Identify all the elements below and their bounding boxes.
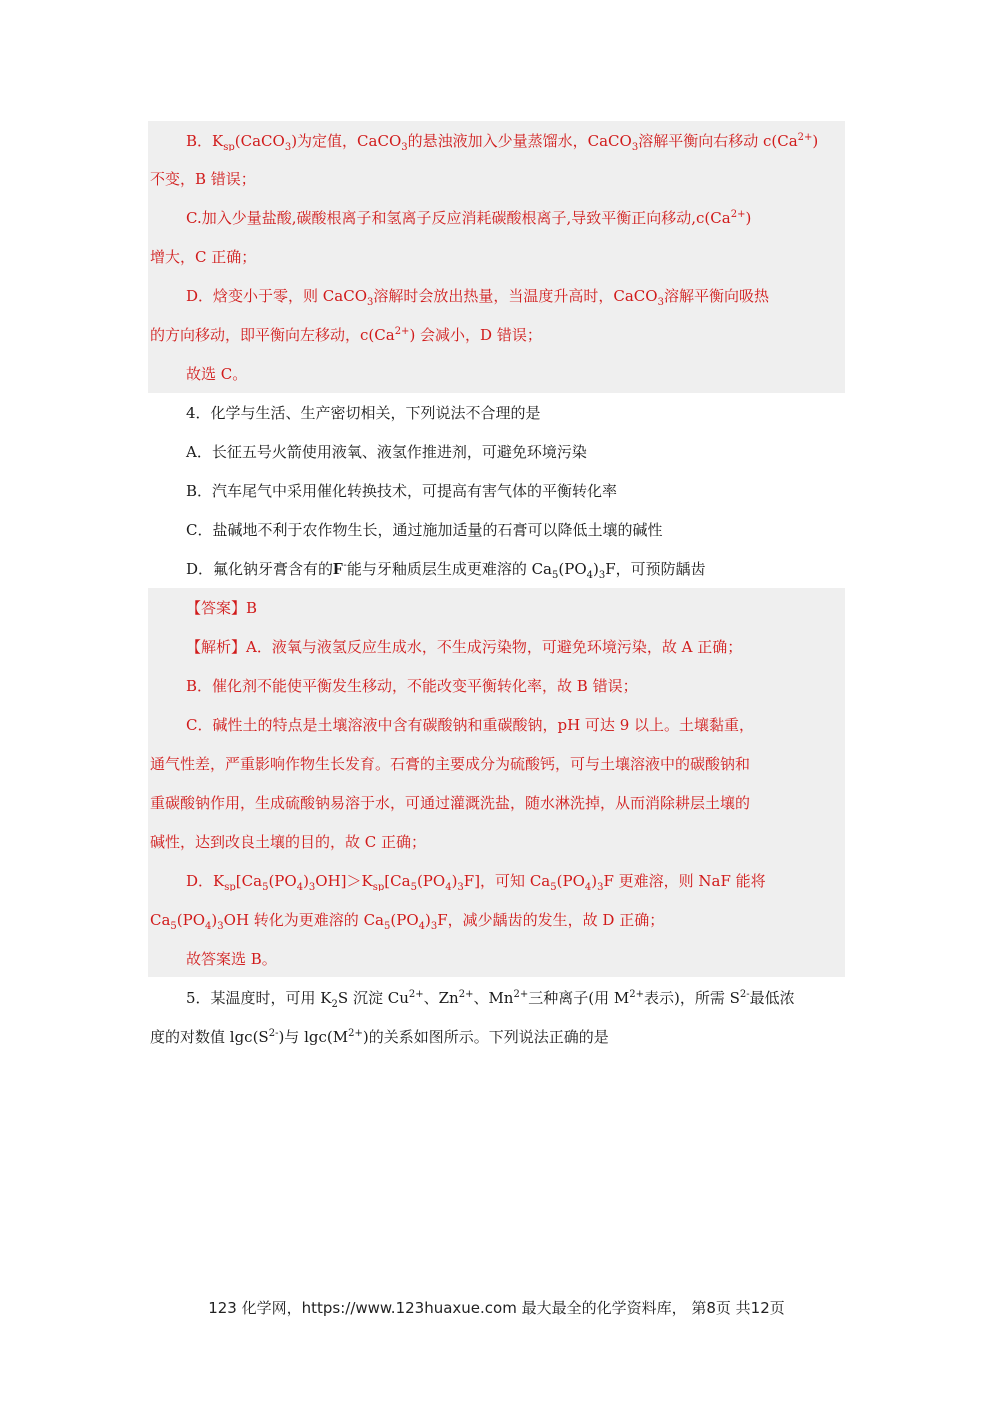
analysis4-final: 故答案选 B。 (186, 950, 277, 968)
explanation-b-line1: B．$K_{sp}(CaCO_3)$为定值，CaCO$_3$的悬浊液加入少量蒸馏水，CaCO$_3$溶解平衡向右移动 $c(Ca^{2+})$ (186, 132, 819, 151)
explanation-d-line1: D．焓变小于零，则 CaCO$_3$溶解时会放出热量，当温度升高时，CaCO$_3$溶解平衡向吸热 (186, 287, 769, 306)
explanation-c-line1: C.加入少量盐酸,碳酸根离子和氢离子反应消耗碳酸根离子,导致平衡正向移动$,c(Ca^{2+})$ (186, 209, 752, 227)
analysis4-b: B．催化剂不能使平衡发生移动，不能改变平衡转化率，故 B 错误； (186, 677, 638, 695)
question5-line2: 度的对数值 $\lg c(S^{2-})$与 $\lg c(M^{2+})$的关系如图所示。下列说法正确的是 (150, 1028, 609, 1046)
question4-option-a: A．长征五号火箭使用液氧、液氢作推进剂，可避免环境污染 (186, 443, 587, 461)
question4-option-c: C．盐碱地不利于农作物生长，通过施加适量的石膏可以降低土壤的碱性 (186, 521, 663, 539)
explanation-c-line2: 增大，C 正确； (150, 248, 257, 266)
analysis4-c4: 碱性，达到改良土壤的目的，故 C 正确； (150, 833, 427, 851)
analysis4-c3: 重碳酸钠作用，生成硫酸钠易溶于水，可通过灌溉洗盐，随水淋洗掉，从而消除耕层土壤的 (150, 794, 751, 812)
question4-stem: 4．化学与生活、生产密切相关，下列说法不合理的是 (186, 404, 541, 422)
analysis4-d1: D．$K_{sp}[Ca_5(PO_4)_3OH]>K_{sp}[Ca_5(PO_4)_3F]$，可知 $Ca_5(PO_4)_3F$ 更难溶，则 NaF 能将 (186, 872, 766, 891)
page-footer: 123 化学网，https://www.123huaxue.com 最大最全的化学资料库， 第8页 共12页 (208, 1299, 785, 1317)
explanation-d-line2: 的方向移动，即平衡向左移动，$c(Ca^{2+})$ 会减小，D 错误； (150, 326, 542, 344)
explanation-choose: 故选 C。 (186, 365, 248, 383)
question5-line1: 5．某温度时，可用 $K_2S$ 沉淀 $Cu^{2+}$、$Zn^{2+}$、$Mn^{2+}$三种离子(用 $M^{2+}$表示)，所需 $S^{2-}$最低浓 (186, 989, 795, 1008)
explanation-b-line2: 不变，B 错误； (150, 170, 256, 188)
analysis4-c2: 通气性差，严重影响作物生长发育。石膏的主要成分为硫酸钙，可与土壤溶液中的碳酸钠和 (150, 755, 751, 773)
question4-option-d: D．氟化钠牙膏含有的F-能与牙釉质层生成更难溶的 $Ca_5(PO_4)_3F$，可预防龋齿 (186, 559, 706, 579)
answer4-line: 【答案】B (186, 599, 258, 617)
question4-option-b: B．汽车尾气中采用催化转换技术，可提高有害气体的平衡转化率 (186, 482, 618, 500)
analysis4-d2: $Ca_5(PO_4)_3OH$ 转化为更难溶的 $Ca_5(PO_4)_3F$，减少龋齿的发生，故 D 正确； (150, 911, 665, 930)
analysis4-c1: C．碱性土的特点是土壤溶液中含有碳酸钠和重碳酸钠，pH 可达 9 以上。土壤黏重， (186, 716, 755, 734)
analysis4-a: 【解析】A．液氧与液氢反应生成水，不生成污染物，可避免环境污染，故 A 正确； (186, 638, 743, 656)
